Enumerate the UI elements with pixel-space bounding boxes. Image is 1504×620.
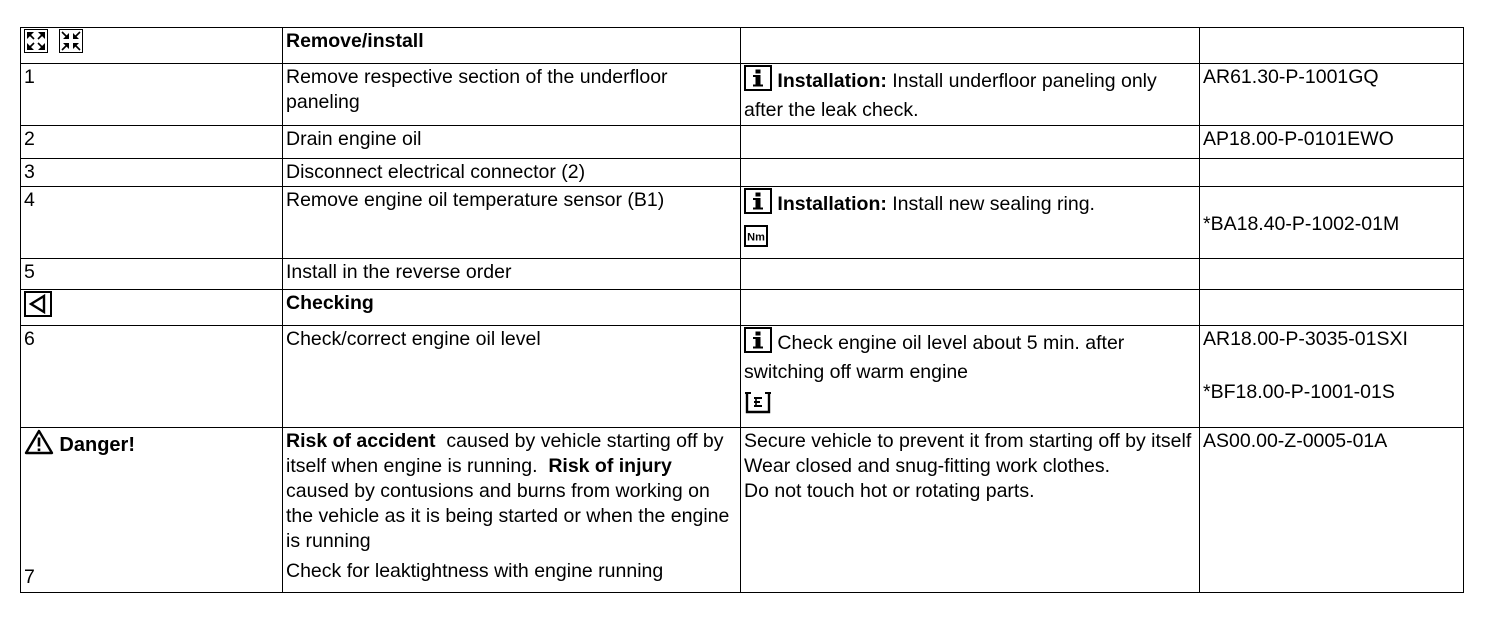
- checking-arrow-icon[interactable]: [24, 291, 52, 324]
- step-reference-empty: [1200, 159, 1464, 187]
- note-text: Install new sealing ring.: [886, 193, 1095, 215]
- step-number: 7: [24, 566, 35, 588]
- header-empty-cell: [741, 28, 1200, 64]
- checking-title: Checking: [283, 290, 741, 326]
- step-number: 1: [21, 64, 283, 126]
- step-number: 6: [21, 326, 283, 428]
- header-title: Remove/install: [283, 28, 741, 64]
- danger-cell: [21, 428, 283, 593]
- checking-empty-cell-ref: [1200, 290, 1464, 326]
- header-icons-cell: [21, 28, 283, 64]
- note-label: Installation:: [777, 70, 887, 92]
- expand-icon[interactable]: [24, 29, 48, 60]
- step-note-empty: [741, 259, 1200, 290]
- risk-injury-label: Risk of injury: [548, 455, 672, 477]
- measure-secure-vehicle: Secure vehicle to prevent it from starting off by itself: [744, 430, 1192, 452]
- step-action: Install in the reverse order: [283, 259, 741, 290]
- danger-title: Danger!: [59, 434, 135, 456]
- step-reference-link[interactable]: AR61.30-P-1001GQ: [1200, 64, 1464, 126]
- note-text: Install underfloor paneling only after the leak check.: [744, 70, 1157, 121]
- checking-empty-cell: [741, 290, 1200, 326]
- step-action: Check/correct engine oil level: [283, 326, 741, 428]
- risk-accident-label: Risk of accident: [286, 430, 436, 452]
- table-row: [21, 187, 1464, 259]
- step-number: 3: [21, 159, 283, 187]
- step-action: Disconnect electrical connector (2): [283, 159, 741, 187]
- step-note-empty: [741, 126, 1200, 159]
- step-reference-link[interactable]: AP18.00-P-0101EWO: [1200, 126, 1464, 159]
- note-text: Check engine oil level about 5 min. after switching off warm engine: [744, 332, 1125, 383]
- step-reference-cell: [1200, 187, 1464, 259]
- table-row: [21, 64, 1464, 126]
- note-label: Installation:: [777, 193, 887, 215]
- step-note: [741, 64, 1200, 126]
- step-note-empty: [741, 159, 1200, 187]
- oil-level-icon[interactable]: [744, 389, 772, 422]
- step-action: Check for leaktightness with engine running: [286, 560, 664, 582]
- warning-triangle-icon: [24, 429, 54, 462]
- step-number: 4: [21, 187, 283, 259]
- measure-hot-parts: Do not touch hot or rotating parts.: [744, 480, 1035, 502]
- risk-accident-text: caused by vehicle starting off by itself when engine is running.: [286, 430, 729, 477]
- step-action: Remove engine oil temperature sensor (B1): [283, 187, 741, 259]
- step-action: Drain engine oil: [283, 126, 741, 159]
- step-reference-link[interactable]: AR18.00-P-3035-01SXI: [1203, 328, 1408, 350]
- danger-reference-link[interactable]: AS00.00-Z-0005-01A: [1200, 428, 1464, 593]
- info-icon[interactable]: [744, 327, 772, 360]
- step-note: [741, 187, 1200, 259]
- table-row-checking: [21, 290, 1464, 326]
- step-number: 2: [21, 126, 283, 159]
- checking-icon-cell: [21, 290, 283, 326]
- danger-measures: [741, 428, 1200, 593]
- info-icon[interactable]: [744, 188, 772, 221]
- step-number: 5: [21, 259, 283, 290]
- procedure-table: [20, 27, 1464, 593]
- table-row: [21, 326, 1464, 428]
- table-row: [21, 126, 1464, 159]
- step-reference-cell: [1200, 326, 1464, 428]
- header-empty-cell-ref: [1200, 28, 1464, 64]
- risk-injury-text: caused by contusions and burns from working on the vehicle as it is being started or when the engine is running: [286, 480, 730, 552]
- table-row-danger: [21, 428, 1464, 593]
- step-action: Remove respective section of the underfloor paneling: [283, 64, 741, 126]
- measure-work-clothes: Wear closed and snug-fitting work clothes.: [744, 455, 1110, 477]
- step-reference-link[interactable]: *BA18.40-P-1002-01M: [1203, 213, 1400, 235]
- table-row: [21, 159, 1464, 187]
- step-reference-empty: [1200, 259, 1464, 290]
- torque-icon-text: Nm: [747, 231, 765, 244]
- step-note: [741, 326, 1200, 428]
- table-row: [21, 259, 1464, 290]
- info-icon[interactable]: [744, 65, 772, 98]
- danger-risk-text: [283, 428, 741, 593]
- step-reference-link-2[interactable]: *BF18.00-P-1001-01S: [1203, 381, 1395, 403]
- torque-nm-icon[interactable]: [744, 225, 768, 254]
- table-row-header: [21, 28, 1464, 64]
- collapse-icon[interactable]: [59, 29, 83, 60]
